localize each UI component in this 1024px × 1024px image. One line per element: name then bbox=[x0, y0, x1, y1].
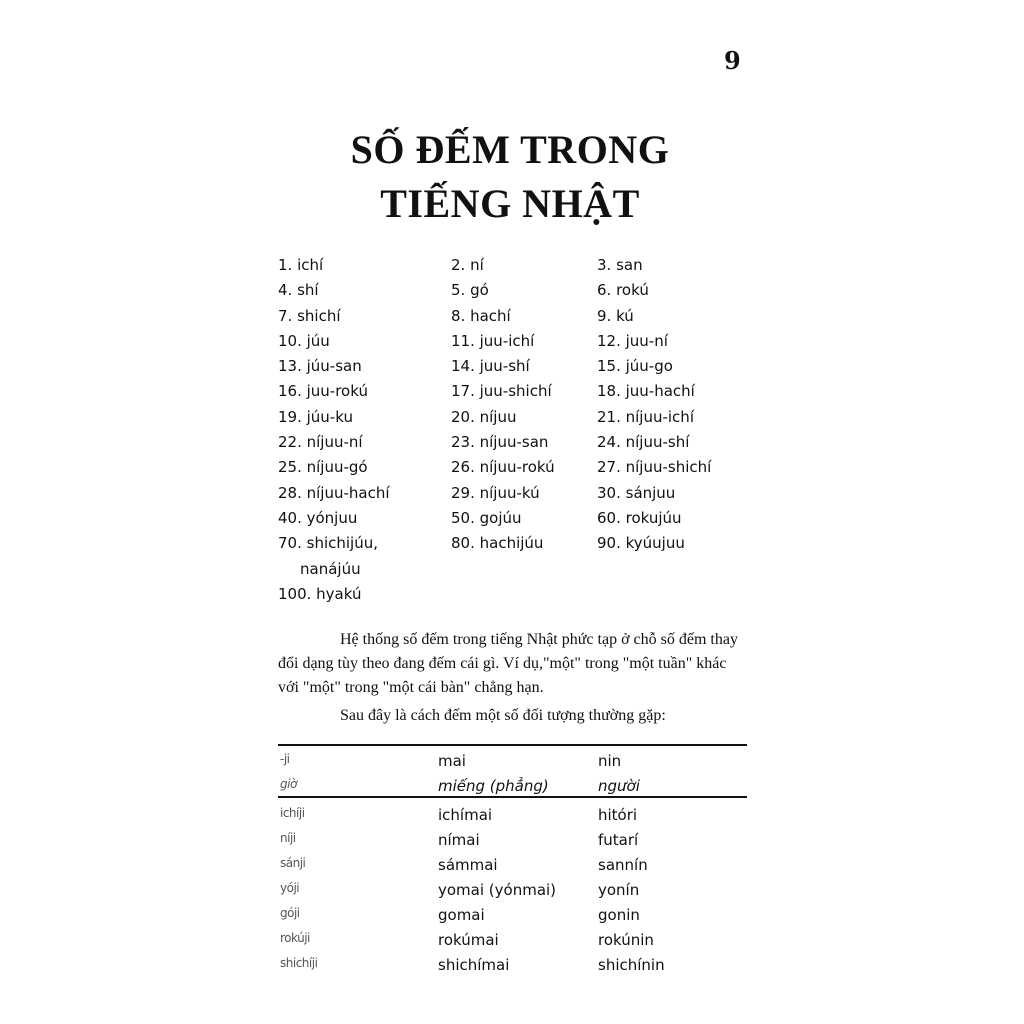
number-entry: 14. juu-shí bbox=[451, 357, 530, 376]
header-meaning-flat-piece: miếng (phẳng) bbox=[438, 777, 549, 795]
table-intro-paragraph: Sau đây là cách đếm một số đối tượng thường gặp: bbox=[340, 707, 666, 724]
header-meaning-person: người bbox=[598, 777, 640, 795]
table-cell: shichímai bbox=[438, 956, 510, 974]
number-entry: 80. hachijúu bbox=[451, 534, 544, 553]
table-cell: shichínin bbox=[598, 956, 665, 974]
table-cell: rokúji bbox=[280, 931, 310, 945]
number-entry: 2. ní bbox=[451, 256, 484, 274]
number-entry: 29. níjuu-kú bbox=[451, 483, 540, 502]
page-title-line1: SỐ ĐẾM TRONG bbox=[350, 127, 670, 172]
number-entry: 7. shichí bbox=[278, 306, 341, 325]
number-entry: 23. níjuu-san bbox=[451, 433, 549, 452]
number-entry: 16. juu-rokú bbox=[278, 382, 368, 401]
number-entry: 100. hyakú bbox=[278, 584, 362, 603]
number-entry: 27. níjuu-shichí bbox=[597, 458, 712, 477]
table-cell: yonín bbox=[598, 881, 640, 899]
number-entry: 28. níjuu-hachí bbox=[278, 483, 390, 502]
table-cell: níji bbox=[280, 831, 296, 845]
header-counter-ji: -ji bbox=[280, 752, 290, 766]
number-entry: nanájúu bbox=[300, 559, 361, 578]
table-top-rule bbox=[278, 744, 747, 746]
number-entry: 19. júu-ku bbox=[278, 407, 353, 426]
number-entry: 18. juu-hachí bbox=[597, 382, 695, 401]
number-entry: 24. níjuu-shí bbox=[597, 433, 690, 452]
table-cell: gomai bbox=[438, 906, 485, 924]
table-cell: rokúmai bbox=[438, 931, 499, 949]
number-entry: 5. gó bbox=[451, 281, 489, 300]
number-entry: 22. níjuu-ní bbox=[278, 433, 363, 452]
intro-paragraph: Hệ thống số đếm trong tiếng Nhật phức tạp ở chỗ số đếm thay đổi dạng tùy theo đang đếm cái gì. Ví dụ,"một" trong "một tuần" khác với "một" trong "một cái bàn" chẳng hạn. bbox=[278, 631, 738, 696]
number-entry: 21. níjuu-ichí bbox=[597, 407, 694, 426]
number-entry: 3. san bbox=[597, 256, 643, 274]
table-cell: yomai (yónmai) bbox=[438, 881, 557, 899]
number-entry: 30. sánjuu bbox=[597, 483, 676, 502]
table-cell: futarí bbox=[598, 831, 639, 849]
table-cell: yóji bbox=[280, 881, 300, 895]
number-entry: 9. kú bbox=[597, 306, 634, 325]
number-entry: 6. rokú bbox=[597, 281, 649, 300]
number-entry: 26. níjuu-rokú bbox=[451, 458, 555, 477]
table-cell: gonin bbox=[598, 906, 640, 924]
number-entry: 12. juu-ní bbox=[597, 331, 668, 350]
number-entry: 11. juu-ichí bbox=[451, 331, 535, 350]
header-meaning-hour: giờ bbox=[280, 777, 297, 791]
number-entry: 90. kyúujuu bbox=[597, 534, 685, 553]
table-cell: sánji bbox=[280, 856, 306, 870]
header-counter-mai: mai bbox=[438, 752, 466, 770]
number-entry: 60. rokujúu bbox=[597, 508, 682, 527]
number-entry: 8. hachí bbox=[451, 306, 511, 325]
number-entry: 1. ichí bbox=[278, 256, 324, 274]
number-entry: 4. shí bbox=[278, 281, 319, 300]
number-entry: 50. gojúu bbox=[451, 508, 522, 527]
number-entry: 17. juu-shichí bbox=[451, 382, 552, 401]
table-cell: góji bbox=[280, 906, 300, 920]
header-counter-nin: nin bbox=[598, 752, 622, 770]
table-cell: shichíji bbox=[280, 956, 318, 970]
table-cell: sámmai bbox=[438, 856, 498, 874]
number-entry: 20. níjuu bbox=[451, 407, 517, 426]
table-cell: hitóri bbox=[598, 806, 638, 824]
number-entry: 25. níjuu-gó bbox=[278, 458, 368, 477]
table-header-rule bbox=[278, 796, 747, 798]
table-cell: ichímai bbox=[438, 806, 493, 824]
table-cell: sannín bbox=[598, 856, 648, 874]
table-cell: ichíji bbox=[280, 806, 305, 820]
number-entry: 10. júu bbox=[278, 331, 330, 350]
number-entry: 70. shichijúu, bbox=[278, 534, 378, 553]
table-cell: rokúnin bbox=[598, 931, 654, 949]
page-number: 9 bbox=[724, 46, 741, 75]
number-entry: 40. yónjuu bbox=[278, 508, 358, 527]
number-entry: 15. júu-go bbox=[597, 357, 673, 376]
table-cell: nímai bbox=[438, 831, 480, 849]
page-title-line2: TIẾNG NHẬT bbox=[380, 181, 640, 226]
number-entry: 13. júu-san bbox=[278, 357, 362, 376]
